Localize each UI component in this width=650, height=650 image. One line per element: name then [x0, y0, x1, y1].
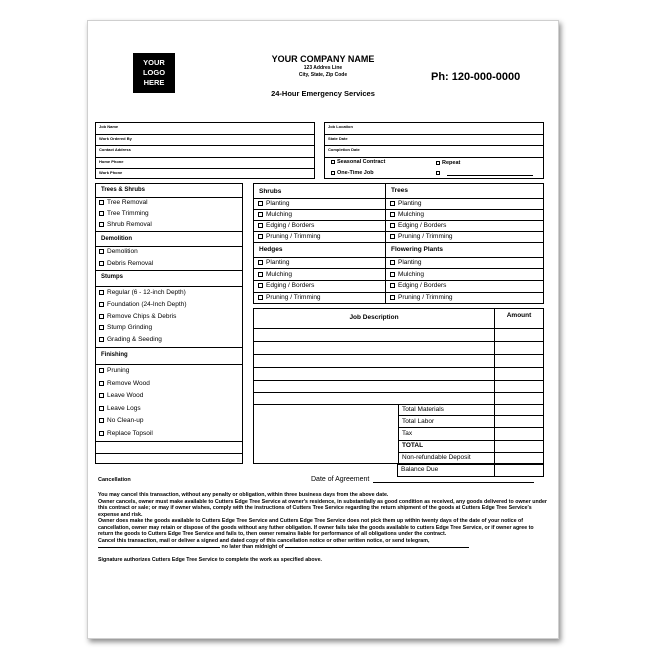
- checkbox-icon[interactable]: [99, 222, 104, 227]
- divider: [254, 380, 543, 381]
- services-grid: [253, 183, 544, 304]
- checkbox-icon[interactable]: [99, 200, 104, 205]
- option-label: Seasonal Contract: [337, 159, 386, 165]
- item-label: Pruning / Trimming: [398, 294, 453, 301]
- divider: [96, 364, 242, 365]
- item-label: Debris Removal: [107, 260, 154, 267]
- item-label: Pruning: [107, 367, 130, 374]
- checkbox-icon[interactable]: [99, 431, 104, 436]
- item-label: Planting: [266, 200, 290, 207]
- checkbox-icon[interactable]: [390, 272, 395, 277]
- item-label: Pruning / Trimming: [266, 233, 321, 240]
- checkbox-icon[interactable]: [390, 295, 395, 300]
- recipient-blank-line[interactable]: [98, 547, 220, 548]
- terms-paragraph-4: Cancel this transaction, mail or deliver a signed and dated copy of this cancellation notice or other written notice, or send telegram,: [98, 537, 430, 544]
- checkbox-icon[interactable]: [331, 160, 335, 164]
- service-item[interactable]: [99, 248, 138, 255]
- service-item[interactable]: [99, 367, 129, 374]
- field-label: Job Location: [328, 124, 353, 129]
- services-left-column: [95, 183, 243, 464]
- date-of-agreement-label: Date of Agreement: [311, 476, 370, 483]
- item-label: Mulching: [266, 211, 293, 218]
- checkbox-icon[interactable]: [390, 212, 395, 217]
- terms-paragraph-3: Owner does make the goods available to Cutters Edge Tree Service and Cutters Edge Tree Service does not pick them up within twenty days of the date of your notice of cancellation, owner may retain or dispose of the goods without any futher obligation. If owner fails take the goods available to cutters Edge Tree Service, or if owner agree to return the goods to Cutters Edge Tree Service and fails to, then owner remains liable for performance of all obligations under the contract.: [98, 518, 534, 537]
- checkbox-icon[interactable]: [436, 171, 440, 175]
- item-label: Shrub Removal: [107, 221, 152, 228]
- item-label: Leave Wood: [107, 392, 144, 399]
- field-label: Home Phone: [99, 158, 124, 164]
- checkbox-icon[interactable]: [99, 249, 104, 254]
- deadline-blank-line[interactable]: [285, 547, 469, 548]
- field-label: Work Ordered By: [99, 135, 132, 141]
- checkbox-icon[interactable]: [258, 212, 263, 217]
- service-item[interactable]: [99, 430, 153, 437]
- hedges-title: Hedges: [259, 246, 283, 253]
- option-label: Repeat: [442, 160, 461, 166]
- checkbox-icon[interactable]: [258, 283, 263, 288]
- checkbox-icon[interactable]: [99, 290, 104, 295]
- checkbox-icon[interactable]: [390, 201, 395, 206]
- tax-label: Tax: [402, 430, 413, 437]
- flowering-plants-title: Flowering Plants: [391, 246, 444, 253]
- shrubs-item[interactable]: [258, 222, 314, 229]
- hedges-item[interactable]: [258, 294, 321, 301]
- terms-paragraph-2: Owner cancels, owner must make available to Cutters Edge Tree Service at owner's residence, in substantially as good condition as received, any goods delivered to owner under this contract or sale; or may if owner wishes, comply with the instructions of Cutters Tree Service regarding the return shipment of the goods at Cutters Edge Tree Service's expense and risk.: [98, 498, 547, 518]
- cancellation-label: Cancellation: [98, 477, 131, 483]
- divider: [254, 268, 543, 269]
- job-description-table: [253, 308, 544, 464]
- item-label: Remove Chips & Debris: [107, 313, 177, 320]
- trees-item[interactable]: [390, 222, 446, 229]
- field-home-phone[interactable]: [96, 158, 314, 170]
- divider: [96, 441, 242, 442]
- item-label: No Clean-up: [107, 417, 144, 424]
- checkbox-icon[interactable]: [258, 272, 263, 277]
- trees-title: Trees: [391, 187, 408, 194]
- flowering-item[interactable]: [390, 294, 453, 301]
- divider: [254, 231, 543, 232]
- checkbox-icon[interactable]: [331, 171, 335, 175]
- divider: [254, 328, 543, 329]
- hedges-item[interactable]: [258, 282, 314, 289]
- checkbox-icon[interactable]: [99, 393, 104, 398]
- checkbox-icon[interactable]: [99, 314, 104, 319]
- cancellation-terms: [98, 492, 548, 563]
- divider: [254, 257, 543, 258]
- service-item[interactable]: [99, 324, 152, 331]
- divider: [96, 197, 242, 198]
- checkbox-icon[interactable]: [99, 337, 104, 342]
- checkbox-icon[interactable]: [390, 223, 395, 228]
- seasonal-contract-option[interactable]: [331, 159, 385, 165]
- item-label: Edging / Borders: [398, 222, 447, 229]
- service-item[interactable]: [99, 221, 152, 228]
- not-later-text: no later than midnight of: [221, 544, 284, 550]
- item-label: Edging / Borders: [266, 222, 315, 229]
- divider: [254, 220, 543, 221]
- checkbox-icon[interactable]: [99, 302, 104, 307]
- item-label: Mulching: [398, 271, 425, 278]
- item-label: Grading & Seeding: [107, 336, 162, 343]
- service-item[interactable]: [99, 313, 176, 320]
- trees-item[interactable]: [390, 211, 424, 218]
- checkbox-icon[interactable]: [390, 260, 395, 265]
- divider: [254, 280, 543, 281]
- item-label: Planting: [398, 200, 422, 207]
- divider: [254, 354, 543, 355]
- one-time-job-option[interactable]: [331, 170, 374, 176]
- service-item[interactable]: [99, 336, 162, 343]
- service-item[interactable]: [99, 405, 141, 412]
- checkbox-icon[interactable]: [99, 368, 104, 373]
- item-label: Mulching: [266, 271, 293, 278]
- divider: [254, 367, 543, 368]
- divider: [385, 184, 386, 303]
- flowering-item[interactable]: [390, 271, 424, 278]
- field-label: Completion Date: [328, 147, 360, 152]
- item-label: Foundation (24-Inch Depth): [107, 301, 187, 308]
- service-item[interactable]: [99, 380, 150, 387]
- terms-paragraph-1: You may cancel this transaction, without any penalty or obligation, within three business days from the above date.: [98, 492, 389, 498]
- field-state-date[interactable]: [325, 135, 543, 147]
- field-job-name[interactable]: [96, 123, 314, 135]
- shrubs-item[interactable]: [258, 200, 290, 207]
- field-completion-date[interactable]: [325, 146, 543, 158]
- divider: [254, 341, 543, 342]
- divider: [96, 286, 242, 287]
- checkbox-icon[interactable]: [99, 325, 104, 330]
- total-label: TOTAL: [402, 442, 424, 449]
- service-item[interactable]: [99, 289, 186, 296]
- item-label: Planting: [398, 259, 422, 266]
- service-item[interactable]: [99, 210, 149, 217]
- checkbox-icon[interactable]: [99, 381, 104, 386]
- address-line: 123 Addres Line: [303, 65, 343, 71]
- date-of-agreement-field[interactable]: [311, 476, 534, 483]
- section-trees-shrubs-title: Trees & Shrubs: [101, 187, 146, 193]
- emergency-services-title: 24-Hour Emergency Services: [271, 89, 375, 98]
- service-item[interactable]: [99, 301, 187, 308]
- shrubs-item[interactable]: [258, 211, 292, 218]
- field-label: Work Phone: [99, 170, 123, 175]
- divider: [254, 209, 543, 210]
- logo-line-3: HERE: [143, 78, 165, 87]
- total-labor-label: Total Labor: [402, 418, 435, 425]
- checkbox-icon[interactable]: [258, 234, 263, 239]
- checkbox-icon[interactable]: [258, 223, 263, 228]
- field-label: Contact Address: [99, 147, 131, 152]
- totals-block: [398, 404, 544, 464]
- section-finishing-title: Finishing: [101, 352, 128, 358]
- customer-info-box: [95, 122, 315, 179]
- item-label: Planting: [266, 259, 290, 266]
- service-item[interactable]: [99, 392, 143, 399]
- item-label: Edging / Borders: [266, 282, 315, 289]
- service-item[interactable]: [99, 417, 144, 424]
- balance-due-label: Balance Due: [401, 466, 439, 473]
- item-label: Mulching: [398, 211, 425, 218]
- company-logo: [133, 53, 175, 93]
- option-label: One-Time Job: [337, 170, 374, 176]
- logo-line-1: YOUR: [143, 58, 165, 67]
- item-label: Replace Topsoil: [107, 430, 153, 437]
- divider: [399, 440, 544, 441]
- divider: [254, 392, 543, 393]
- divider: [254, 198, 543, 199]
- item-label: Tree Trimming: [107, 210, 149, 217]
- item-label: Pruning / Trimming: [398, 233, 453, 240]
- total-materials-label: Total Materials: [402, 406, 444, 413]
- divider: [96, 453, 242, 454]
- logo-line-2: LOGO: [142, 68, 166, 77]
- amount-header: Amount: [506, 312, 532, 319]
- checkbox-icon[interactable]: [99, 406, 104, 411]
- terms-deadline-line: [98, 544, 548, 551]
- checkbox-icon[interactable]: [390, 234, 395, 239]
- field-work-phone[interactable]: [96, 169, 314, 179]
- divider: [96, 231, 242, 232]
- date-blank-line[interactable]: [373, 482, 534, 483]
- divider: [96, 270, 242, 271]
- phone-number: Ph: 120-000-0000: [431, 71, 521, 83]
- divider: [96, 347, 242, 348]
- city-line: City, State, Zip Code: [298, 72, 348, 78]
- field-work-ordered-by[interactable]: [96, 135, 314, 147]
- divider: [399, 415, 544, 416]
- divider: [254, 242, 543, 243]
- flowering-item[interactable]: [390, 259, 422, 266]
- service-item[interactable]: [99, 199, 148, 206]
- checkbox-icon[interactable]: [99, 211, 104, 216]
- checkbox-icon[interactable]: [436, 161, 440, 165]
- shrubs-title: Shrubs: [259, 188, 282, 195]
- checkbox-icon[interactable]: [258, 201, 263, 206]
- other-blank-line[interactable]: [447, 175, 533, 176]
- company-name: YOUR COMPANY NAME: [271, 54, 375, 64]
- item-label: Pruning / Trimming: [266, 294, 321, 301]
- job-info-box: [324, 122, 544, 179]
- divider: [399, 452, 544, 453]
- item-label: Edging / Borders: [398, 282, 447, 289]
- checkbox-icon[interactable]: [258, 295, 263, 300]
- checkbox-icon[interactable]: [390, 283, 395, 288]
- invoice-sheet: [87, 20, 559, 639]
- service-item[interactable]: [99, 260, 153, 267]
- deposit-label: Non-refundable Deposit: [402, 454, 471, 461]
- item-label: Remove Wood: [107, 380, 150, 387]
- flowering-item[interactable]: [390, 282, 446, 289]
- hedges-item[interactable]: [258, 271, 292, 278]
- item-label: Regular (6 - 12-inch Depth): [107, 289, 186, 296]
- divider: [96, 246, 242, 247]
- item-label: Stump Grinding: [107, 324, 153, 331]
- section-demolition-title: Demolition: [101, 236, 132, 242]
- trees-item[interactable]: [390, 200, 422, 207]
- field-contact-address[interactable]: [96, 146, 314, 158]
- shrubs-item[interactable]: [258, 233, 321, 240]
- item-label: Tree Removal: [107, 199, 148, 206]
- other-option[interactable]: [436, 170, 533, 176]
- divider: [494, 464, 495, 476]
- job-description-header: Job Description: [349, 314, 399, 321]
- section-stumps-title: Stumps: [101, 274, 124, 280]
- divider: [399, 427, 544, 428]
- field-label: State Date: [328, 135, 348, 141]
- item-label: Leave Logs: [107, 405, 141, 412]
- checkbox-icon[interactable]: [99, 261, 104, 266]
- item-label: Demolition: [107, 248, 138, 255]
- repeat-option[interactable]: [436, 160, 460, 166]
- hedges-item[interactable]: [258, 259, 290, 266]
- divider: [254, 292, 543, 293]
- checkbox-icon[interactable]: [99, 418, 104, 423]
- signature-statement: Signature authorizes Cutters Edge Tree Service to complete the work as specified above.: [98, 556, 323, 563]
- field-label: Job Name: [99, 124, 119, 129]
- field-job-location[interactable]: [325, 123, 543, 135]
- checkbox-icon[interactable]: [258, 260, 263, 265]
- trees-item[interactable]: [390, 233, 453, 240]
